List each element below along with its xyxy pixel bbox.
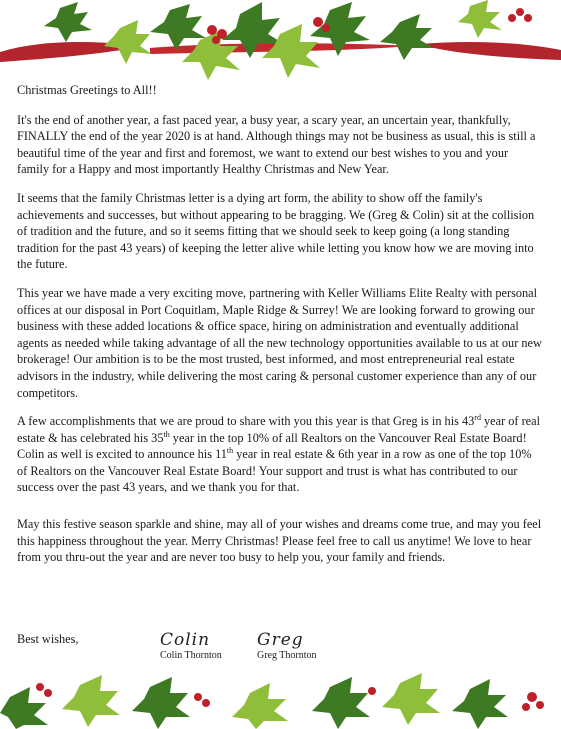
- closing: Best wishes,: [17, 632, 79, 646]
- holly-berry: [536, 701, 544, 709]
- signature-printed-name: Colin Thornton: [160, 650, 222, 661]
- holly-berry: [212, 36, 220, 44]
- paragraph-wishes: May this festive season sparkle and shine, may all of your wishes and dreams come true, and may you feel this happiness throughout the year. Merry Christmas! Please feel free to call us anytime! We love to hear from you thru-out the year and are never too busy to help you, your family and friends.: [17, 517, 542, 565]
- signature-greg: [257, 630, 317, 661]
- holly-berry: [194, 693, 202, 701]
- holly-berry: [527, 692, 537, 702]
- holly-berry: [522, 703, 530, 711]
- holly-garland-top: [0, 0, 561, 82]
- salutation: Christmas Greetings to All!!: [17, 83, 157, 97]
- ribbon-right: [420, 42, 561, 60]
- holly-berry: [516, 8, 524, 16]
- holly-leaf: [262, 24, 320, 78]
- paragraph-move: This year we have made a very exciting move, partnering with Keller Williams Elite Realty with personal offices at our disposal in Port Coquitlam, Maple Ridge & Surrey! We are looking forward to growing our business with these added locations & office space, hiring on administration and eventually additional agents as needed while taking advantage of all the new technology opportunities available to us at our new brokerage! Our ambition is to be the most trusted, best informed, and most entrepreneurial real estate advisors in the industry, while delivering the most caring & personal customer experience than any of our competitors.: [17, 285, 542, 400]
- accomplishments-text-b: year of real estate & has celebrated his 35: [17, 414, 541, 445]
- signature-colin: [160, 630, 222, 661]
- holly-leaf: [104, 20, 152, 64]
- accomplishments-text-c: year in the top 10% of all Realtors on the Vancouver Real Estate Board! Colin as well is excited to announce his 11: [17, 430, 527, 462]
- holly-leaf: [458, 0, 502, 38]
- paragraph-tradition: It seems that the family Christmas letter is a dying art form, the ability to show off the family's achievements and successes, but without appearing to be bragging. We (Greg & Colin) sit at the collision of tradition and the future, and so it seems fitting that we should seek to keep going (a long standing tradition for the past 43 years) of keeping the letter alive while letting you know how we are moving into the future.: [17, 190, 535, 272]
- holly-leaf: [382, 673, 440, 725]
- paragraph-intro: It's the end of another year, a fast paced year, a busy year, a scary year, an uncertain year, thankfully, FINALLY the end of the year 2020 is at hand. Although things may not be business as usual, this is still a beautiful time of the year and first and foremost, we want to extend our best wishes to you and your family for a Happy and most importantly Healthy Christmas and New Year.: [17, 112, 536, 177]
- holly-berry: [368, 687, 376, 695]
- holly-leaf: [380, 14, 434, 60]
- holly-leaf: [62, 675, 120, 727]
- ordinal-suffix: th: [163, 429, 170, 439]
- holly-garland-bottom: [0, 667, 561, 729]
- holly-leaf: [312, 677, 370, 729]
- accomplishments-text-a: A few accomplishments that we are proud to share with you this year is that Greg is in his 43: [17, 414, 475, 429]
- holly-berry: [207, 25, 217, 35]
- paragraph-accomplishments: [17, 413, 542, 496]
- holly-leaf: [132, 677, 190, 729]
- holly-berry: [36, 683, 44, 691]
- accomplishments-text-d: year in real estate & 6th year in a row as one of the top 10% of Realtors on the Vancouver Real Estate Board! Your support and trust is what has contributed to our success over the past 43 years, and we thank you for that.: [17, 447, 532, 495]
- holly-leaf: [150, 4, 206, 50]
- holly-berry: [44, 689, 52, 697]
- holly-berry: [202, 699, 210, 707]
- holly-leaf: [0, 687, 48, 729]
- ordinal-suffix: rd: [474, 413, 481, 422]
- signature-printed-name: Greg Thornton: [257, 650, 317, 661]
- signature-script: Greg: [257, 630, 304, 650]
- holly-leaf: [232, 683, 288, 729]
- holly-berry: [524, 14, 532, 22]
- ordinal-suffix: th: [226, 446, 234, 456]
- holly-leaf: [44, 2, 92, 42]
- holly-leaf: [452, 679, 508, 729]
- signature-script: Colin: [160, 630, 211, 650]
- holly-berry: [313, 17, 323, 27]
- letter-body: [17, 82, 542, 578]
- holly-berry: [508, 14, 516, 22]
- holly-berry: [322, 24, 330, 32]
